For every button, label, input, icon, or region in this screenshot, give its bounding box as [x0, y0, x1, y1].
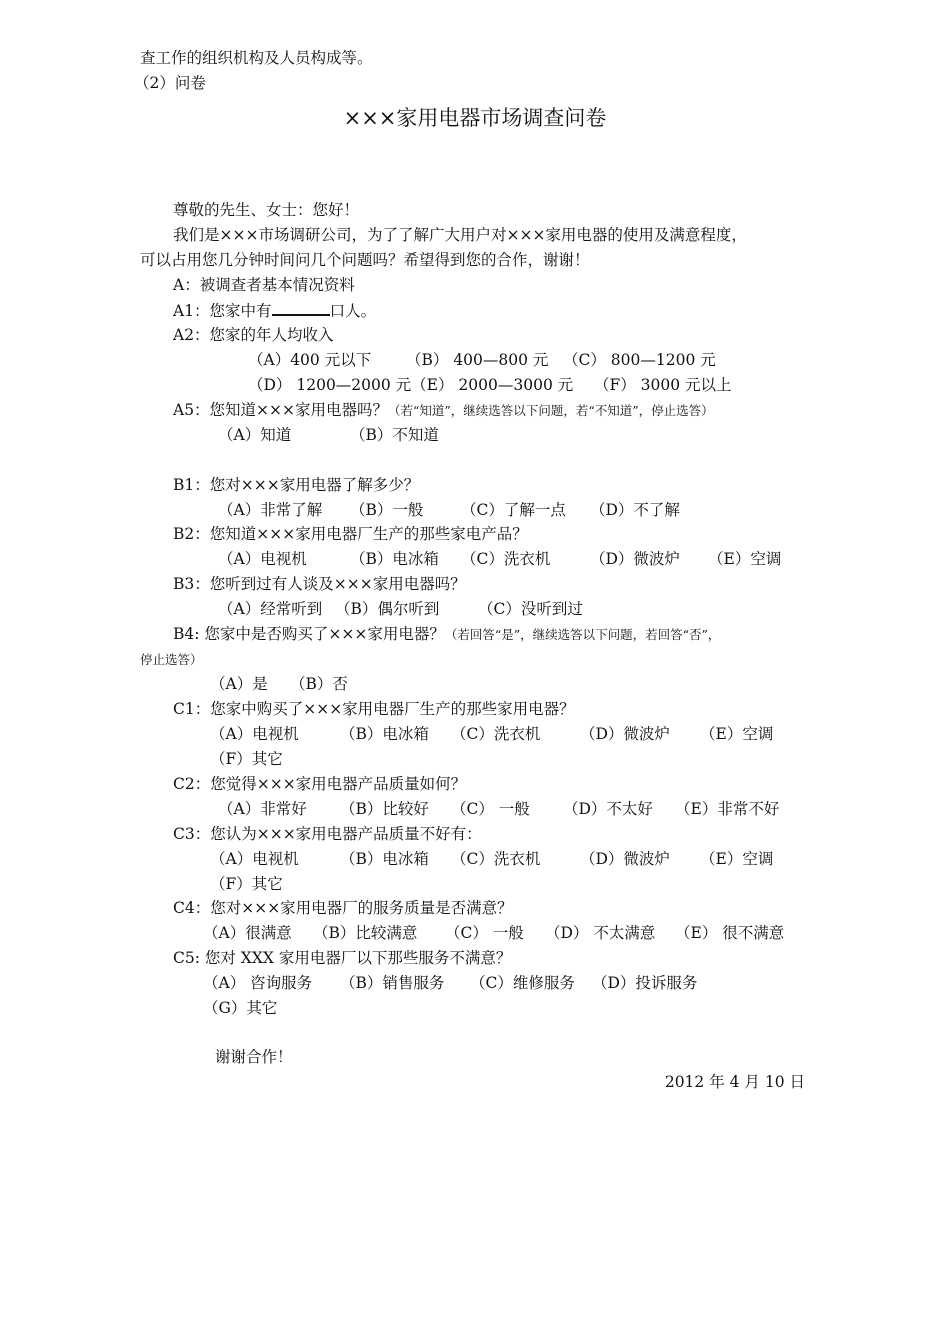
option-c4-b[interactable]: （B）比较满意 — [313, 924, 418, 942]
question-c1: C1：您家中购买了×××家用电器厂生产的那些家用电器？ — [173, 700, 575, 718]
question-a5-text: A5：您知道×××家用电器吗？ — [173, 401, 389, 419]
option-c1-a[interactable]: （A）电视机 — [210, 725, 299, 743]
question-c2: C2：您觉得×××家用电器产品质量如何？ — [173, 775, 467, 793]
option-a2-a[interactable]: （A）400 元以下 — [248, 351, 372, 369]
option-c5-a[interactable]: （A） 咨询服务 — [203, 974, 313, 992]
option-c4-e[interactable]: （E） 很不满意 — [675, 924, 785, 942]
option-b1-a[interactable]: （A）非常了解 — [218, 501, 323, 519]
option-c2-a[interactable]: （A）非常好 — [218, 800, 307, 818]
signature-date: 2012 年 4 月 10 日 — [664, 1073, 805, 1091]
question-c5: C5: 您对 XXX 家用电器厂以下那些服务不满意？ — [173, 949, 512, 967]
intro-line-2: （2）问卷 — [134, 74, 206, 92]
option-b2-e[interactable]: （E）空调 — [708, 550, 782, 568]
option-c4-c[interactable]: （C） 一般 — [445, 924, 524, 942]
question-b4-note: （若回答“是”，继续选答以下问题，若回答“否”， — [444, 627, 721, 642]
question-c3: C3：您认为×××家用电器产品质量不好有： — [173, 825, 482, 843]
option-a2-f[interactable]: （F） 3000 元以上 — [594, 376, 732, 394]
option-b1-b[interactable]: （B）一般 — [350, 501, 424, 519]
option-b2-b[interactable]: （B）电冰箱 — [350, 550, 439, 568]
option-c2-b[interactable]: （B）比较好 — [340, 800, 429, 818]
question-c4: C4：您对×××家用电器厂的服务质量是否满意？ — [173, 899, 513, 917]
option-c4-d[interactable]: （D） 不太满意 — [545, 924, 656, 942]
question-b4-note-cont: 停止选答） — [140, 652, 203, 667]
option-a2-d-e[interactable]: （D） 1200—2000 元（E） 2000—3000 元 — [248, 376, 574, 394]
page-title: ×××家用电器市场调查问卷 — [343, 106, 607, 130]
intro-line-1: 查工作的组织机构及人员构成等。 — [140, 49, 373, 67]
option-b2-a[interactable]: （A）电视机 — [218, 550, 307, 568]
question-b4 — [173, 624, 720, 645]
option-c5-b[interactable]: （B）销售服务 — [340, 974, 445, 992]
option-b1-d[interactable]: （D）不了解 — [590, 501, 680, 519]
option-c4-a[interactable]: （A）很满意 — [203, 924, 292, 942]
option-c1-c[interactable]: （C）洗衣机 — [451, 725, 541, 743]
answer-blank[interactable] — [272, 300, 330, 316]
question-b1: B1：您对×××家用电器了解多少？ — [173, 476, 420, 494]
option-b3-b[interactable]: （B）偶尔听到 — [335, 600, 440, 618]
option-a2-c[interactable]: （C） 800—1200 元 — [563, 351, 716, 369]
option-b1-c[interactable]: （C）了解一点 — [461, 501, 566, 519]
option-c2-c[interactable]: （C） 一般 — [451, 800, 530, 818]
option-c1-b[interactable]: （B）电冰箱 — [340, 725, 429, 743]
option-c2-e[interactable]: （E）非常不好 — [675, 800, 780, 818]
option-a2-b[interactable]: （B） 400—800 元 — [406, 351, 549, 369]
greeting: 尊敬的先生、女士：您好！ — [173, 201, 360, 219]
option-b2-c[interactable]: （C）洗衣机 — [461, 550, 551, 568]
question-a2: A2：您家的年人均收入 — [173, 326, 334, 344]
intro-paragraph-line-1: 我们是×××市场调研公司，为了了解广大用户对×××家用电器的使用及满意程度， — [173, 226, 747, 244]
option-c3-a[interactable]: （A）电视机 — [210, 850, 299, 868]
section-a-heading: A：被调查者基本情况资料 — [173, 276, 355, 294]
option-c2-d[interactable]: （D）不太好 — [563, 800, 653, 818]
option-b2-d[interactable]: （D）微波炉 — [590, 550, 680, 568]
option-b3-a[interactable]: （A）经常听到 — [218, 600, 323, 618]
closing-thanks: 谢谢合作！ — [215, 1048, 293, 1066]
option-c5-c[interactable]: （C）维修服务 — [470, 974, 575, 992]
intro-paragraph-line-2: 可以占用您几分钟时间问几个问题吗？希望得到您的合作，谢谢！ — [140, 251, 590, 269]
option-a5-b[interactable]: （B）不知道 — [350, 426, 439, 444]
question-a1-suffix: 口人。 — [329, 302, 377, 320]
option-c3-d[interactable]: （D）微波炉 — [580, 850, 670, 868]
option-a5-a[interactable]: （A）知道 — [218, 426, 292, 444]
question-a1 — [173, 300, 376, 321]
option-c5-d[interactable]: （D）投诉服务 — [592, 974, 698, 992]
option-c3-b[interactable]: （B）电冰箱 — [340, 850, 429, 868]
question-a5 — [173, 400, 714, 421]
option-c3-e[interactable]: （E）空调 — [700, 850, 774, 868]
question-b2: B2：您知道×××家用电器厂生产的那些家电产品？ — [173, 525, 528, 543]
option-b4-a[interactable]: （A）是 — [210, 675, 268, 693]
option-c3-f[interactable]: （F）其它 — [210, 875, 283, 893]
option-c1-e[interactable]: （E）空调 — [700, 725, 774, 743]
question-a1-prefix: A1：您家中有 — [173, 302, 272, 320]
option-c1-d[interactable]: （D）微波炉 — [580, 725, 670, 743]
option-c5-g[interactable]: （G）其它 — [203, 999, 278, 1017]
option-b3-c[interactable]: （C）没听到过 — [478, 600, 583, 618]
question-b3: B3：您听到过有人谈及×××家用电器吗？ — [173, 575, 466, 593]
question-b4-text: B4: 您家中是否购买了×××家用电器？ — [173, 625, 445, 643]
question-a5-note: （若“知道”，继续选答以下问题，若“不知道”，停止选答） — [388, 403, 714, 418]
option-c3-c[interactable]: （C）洗衣机 — [451, 850, 541, 868]
option-b4-b[interactable]: （B）否 — [290, 675, 348, 693]
option-c1-f[interactable]: （F）其它 — [210, 750, 283, 768]
